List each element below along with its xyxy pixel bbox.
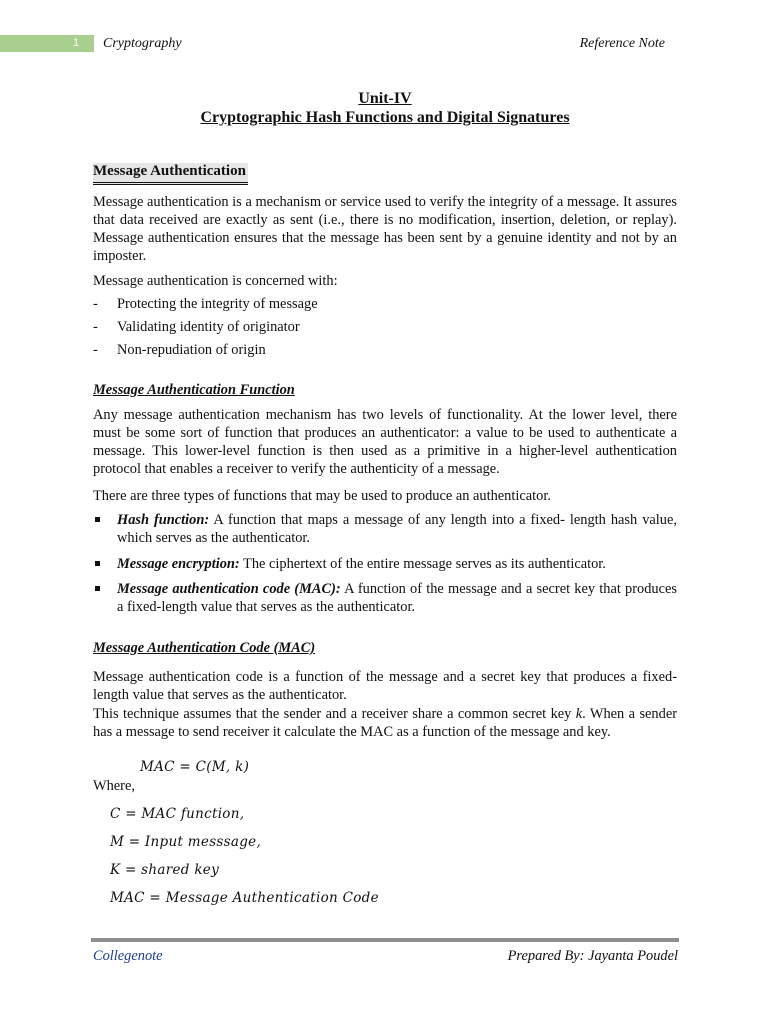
page-number-bar [0, 35, 94, 52]
page-number: 1 [73, 37, 80, 49]
subheading-auth-function: Message Authentication Function [93, 382, 295, 398]
list-item: - Protecting the integrity of message [93, 296, 318, 312]
section3-paragraph2: This technique assumes that the sender and a receiver share a common secret key k. When a sender has a message to send receiver it calculate the MAC as a function of the message and key. [93, 706, 678, 740]
footer-author: Prepared By: Jayanta Poudel [507, 948, 678, 964]
square-bullet-icon [95, 517, 100, 522]
square-bullet-icon [95, 586, 100, 591]
document-title: Cryptographic Hash Functions and Digital Signatures [200, 109, 570, 126]
definition-item: K = shared key [110, 862, 220, 878]
section1-paragraph1: Message authentication is a mechanism or service used to verify the integrity of a message. It assures that data received are exactly as sent (i.e., there is no modification, insertion, deletion, or replay). Message authentication ensures that the message has been sent by a genuine identity and not by an imposter. [93, 194, 677, 264]
section2-paragraph1: Any message authentication mechanism has two levels of functionality. At the lower level, there must be some sort of function that produces an authenticator: a value to be used to authenticate a message. This lower-level function is then used as a primitive in a higher-level authentication protocol that enables a receiver to verify the authenticity of a message. [93, 407, 677, 477]
bullet-item: Message encryption: The ciphertext of the entire message serves as its authenticator. [93, 555, 677, 573]
list-item: - Validating identity of originator [93, 319, 300, 335]
definition-item: C = MAC function, [110, 806, 245, 822]
bullet-item: Message authentication code (MAC): A function of the message and a secret key that produces a fixed-length value that serves as the authenticator. [93, 580, 677, 616]
subheading-mac: Message Authentication Code (MAC) [93, 640, 316, 656]
square-bullet-icon [95, 561, 100, 566]
header-note-type: Reference Note [579, 36, 665, 51]
definition-item: MAC = Message Authentication Code [110, 890, 379, 906]
definition-item: M = Input messsage, [110, 834, 262, 850]
where-label: Where, [93, 778, 135, 794]
footer-divider [91, 938, 679, 942]
unit-title: Unit-IV [358, 90, 412, 107]
mac-formula: MAC = C(M, k) [140, 759, 250, 775]
section-heading-message-authentication: Message Authentication [93, 163, 248, 185]
section3-paragraph1: Message authentication code is a function of the message and a secret key that produces a fixed-length value that serves as the authenticator. [93, 669, 677, 703]
section2-paragraph2: There are three types of functions that may be used to produce an authenticator. [93, 488, 551, 504]
header-subject: Cryptography [103, 36, 182, 51]
bullet-item: Hash function: A function that maps a message of any length into a fixed- length hash value, which serves as the authenticator. [93, 511, 677, 547]
section1-paragraph2: Message authentication is concerned with: [93, 273, 338, 289]
list-item: - Non-repudiation of origin [93, 342, 266, 358]
footer-source: Collegenote [93, 948, 163, 964]
